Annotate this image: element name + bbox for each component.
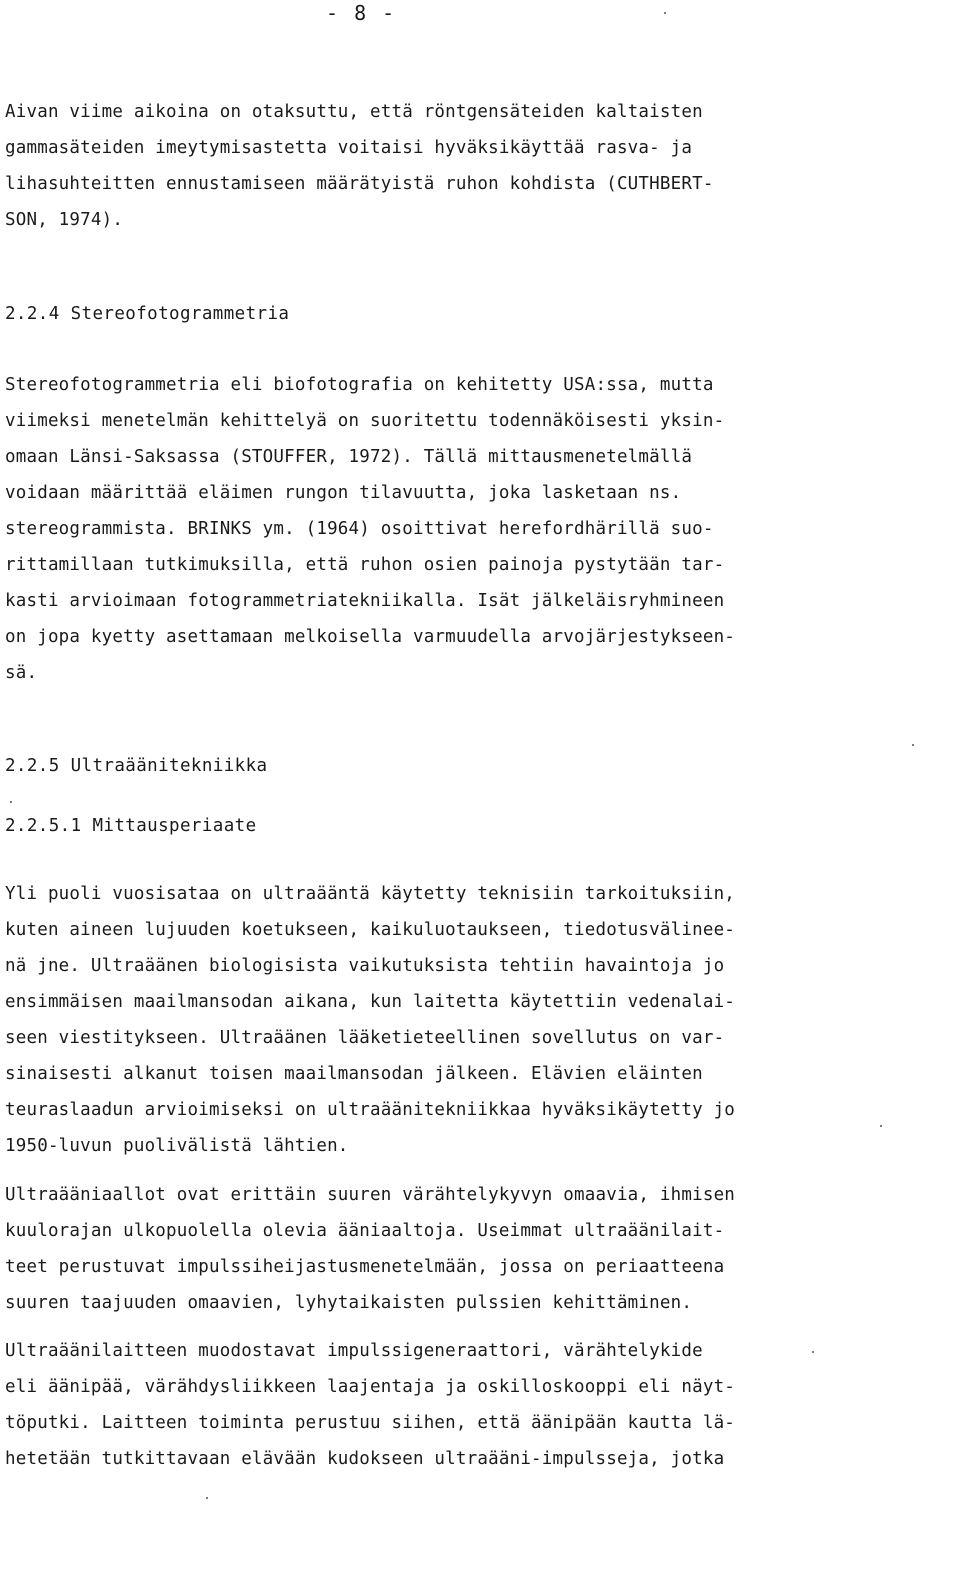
text-line: hetetään tutkittavaan elävään kudokseen ultraääni-impulsseja, jotka [5,1449,725,1469]
section-heading-stereofotogrammetria: 2.2.4 Stereofotogrammetria [5,304,290,324]
text-line: kuulorajan ulkopuolella olevia ääniaaltoja. Useimmat ultraäänilait- [5,1221,725,1241]
text-line: 1950-luvun puolivälistä lähtien. [5,1136,349,1156]
text-line: töputki. Laitteen toiminta perustuu siihen, että äänipään kautta lä- [5,1413,736,1433]
text-line: voidaan määrittää eläimen rungon tilavuutta, joka lasketaan ns. [5,483,682,503]
subsection-heading-mittausperiaate: 2.2.5.1 Mittausperiaate [5,816,257,836]
text-line: lihasuhteitten ennustamiseen määrätyistä ruhon kohdista (CUTHBERT- [5,174,714,194]
text-line: eli äänipää, värähdysliikkeen laajentaja ja oskilloskooppi eli näyt- [5,1377,736,1397]
text-line: Stereofotogrammetria eli biofotografia on kehitetty USA:ssa, mutta [5,375,714,395]
scan-speck [812,1351,814,1353]
text-line: ensimmäisen maailmansodan aikana, kun laitetta käytettiin vedenalai- [5,992,736,1012]
text-line: omaan Länsi-Saksassa (STOUFFER, 1972). Tällä mittausmenetelmällä [5,447,693,467]
text-line: viimeksi menetelmän kehittelyä on suoritettu todennäköisesti yksin- [5,411,725,431]
text-line: Yli puoli vuosisataa on ultraääntä käytetty teknisiin tarkoituksiin, [5,884,736,904]
text-line: Aivan viime aikoina on otaksuttu, että röntgensäteiden kaltaisten [5,102,703,122]
text-line: teet perustuvat impulssiheijastusmenetelmään, jossa on periaatteena [5,1257,725,1277]
scan-speck [206,1497,208,1499]
text-line: rittamillaan tutkimuksilla, että ruhon osien painoja pystytään tar- [5,555,725,575]
scan-speck [664,12,666,14]
text-line: sä. [5,663,38,683]
section-heading-ultraaanitekniikka: 2.2.5 Ultraäänitekniikka [5,756,268,776]
text-line: on jopa kyetty asettamaan melkoisella varmuudella arvojärjestykseen- [5,627,736,647]
scan-speck [912,744,914,746]
text-line: seen viestitykseen. Ultraäänen lääketieteellinen sovellutus on var- [5,1028,725,1048]
text-line: gammasäteiden imeytymisastetta voitaisi hyväksikäyttää rasva- ja [5,138,693,158]
text-line: SON, 1974). [5,210,124,230]
page-number: - 8 - [326,1,397,25]
text-line: Ultraääniaallot ovat erittäin suuren värähtelykyvyn omaavia, ihmisen [5,1185,736,1205]
text-line: Ultraäänilaitteen muodostavat impulssigeneraattori, värähtelykide [5,1341,703,1361]
scan-speck [10,801,12,803]
text-line: nä jne. Ultraäänen biologisista vaikutuksista tehtiin havaintoja jo [5,956,725,976]
text-line: teuraslaadun arvioimiseksi on ultraäänitekniikkaa hyväksikäytetty jo [5,1100,736,1120]
scan-speck [880,1125,882,1127]
text-line: suuren taajuuden omaavien, lyhytaikaisten pulssien kehittäminen. [5,1293,693,1313]
text-line: sinaisesti alkanut toisen maailmansodan jälkeen. Elävien eläinten [5,1064,703,1084]
text-line: kuten aineen lujuuden koetukseen, kaikuluotaukseen, tiedotusvälinee- [5,920,736,940]
text-line: stereogrammista. BRINKS ym. (1964) osoittivat herefordhärillä suo- [5,519,714,539]
text-line: kasti arvioimaan fotogrammetriatekniikalla. Isät jälkeläisryhmineen [5,591,725,611]
